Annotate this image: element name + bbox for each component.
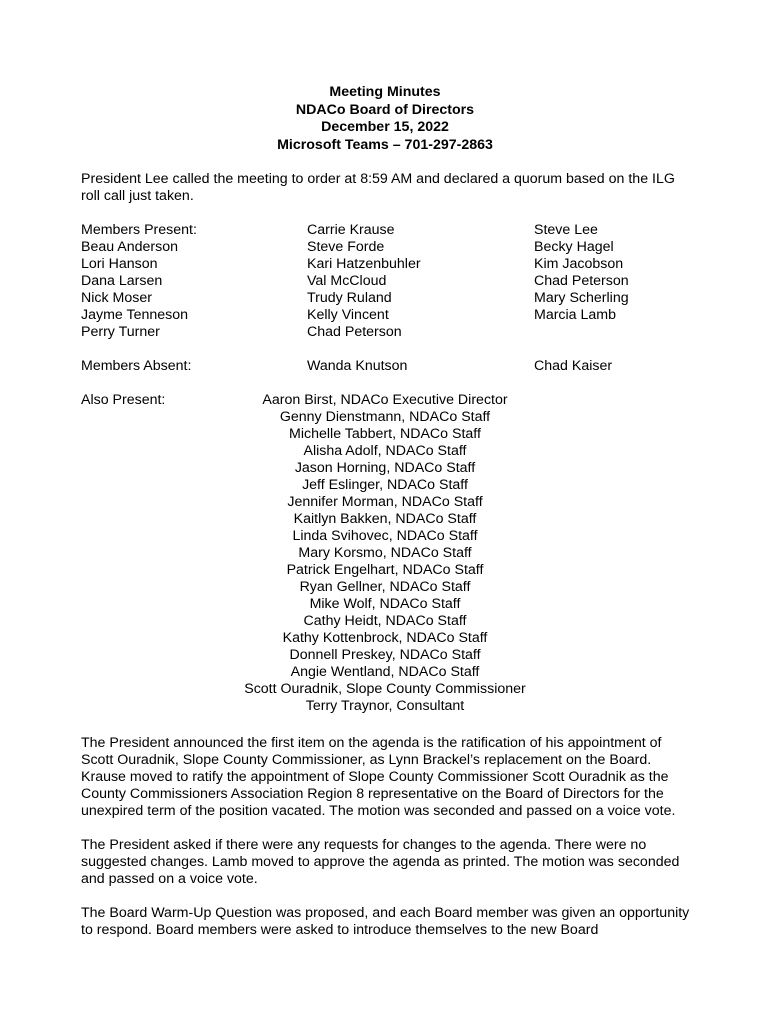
members-present-label: Members Present:	[81, 222, 197, 238]
attendee: Scott Ouradnik, Slope County Commissioner	[244, 681, 526, 697]
document-header	[0, 84, 770, 154]
member-name: Dana Larsen	[81, 273, 163, 289]
intro-paragraph: President Lee called the meeting to order at 8:59 AM and declared a quorum based on the ILG roll call just taken.	[81, 171, 675, 204]
also-present-label: Also Present:	[81, 392, 166, 408]
member-name: Becky Hagel	[534, 239, 614, 255]
attendee: Angie Wentland, NDACo Staff	[290, 664, 480, 680]
member-name: Marcia Lamb	[534, 307, 617, 323]
member-name: Kelly Vincent	[307, 307, 389, 323]
attendee: Alisha Adolf, NDACo Staff	[303, 443, 467, 459]
member-name: Steve Forde	[307, 239, 385, 255]
attendee: Patrick Engelhart, NDACo Staff	[286, 562, 484, 578]
member-name: Trudy Ruland	[307, 290, 392, 306]
attendee: Kathy Kottenbrock, NDACo Staff	[282, 630, 488, 646]
attendee: Jennifer Morman, NDACo Staff	[287, 494, 483, 510]
attendee: Jeff Eslinger, NDACo Staff	[302, 477, 468, 493]
header-date: December 15, 2022	[321, 119, 449, 135]
member-name: Lori Hanson	[81, 256, 158, 272]
header-title: Meeting Minutes	[329, 84, 441, 100]
member-name: Kim Jacobson	[534, 256, 624, 272]
also-present-list	[180, 392, 590, 715]
member-name: Beau Anderson	[81, 239, 179, 255]
member-name: Val McCloud	[307, 273, 387, 289]
attendee: Ryan Gellner, NDACo Staff	[299, 579, 471, 595]
member-name: Mary Scherling	[534, 290, 629, 306]
attendee: Michelle Tabbert, NDACo Staff	[289, 426, 481, 442]
member-name: Perry Turner	[81, 324, 160, 340]
member-name: Carrie Krause	[307, 222, 395, 238]
attendee: Mike Wolf, NDACo Staff	[309, 596, 461, 612]
attendee: Linda Svihovec, NDACo Staff	[292, 528, 478, 544]
ratification-paragraph: The President announced the first item on the agenda is the ratification of his appointment of Scott Ouradnik, Slope County Commissioner, as Lynn Brackel’s replacement on the Board. Krause moved to ratify the appointment of Slope County Commissioner Scott Ouradnik as the County Commissioners Association Region 8 representative on the Board of Directors for the unexpired term of the position vacated. The motion was seconded and passed on a voice vote.	[81, 735, 676, 819]
attendee: Jason Horning, NDACo Staff	[294, 460, 476, 476]
member-name: Steve Lee	[534, 222, 598, 238]
member-name: Chad Peterson	[307, 324, 402, 340]
attendee: Cathy Heidt, NDACo Staff	[303, 613, 467, 629]
members-present-col2	[307, 222, 421, 341]
member-absent-name: Wanda Knutson	[307, 358, 408, 374]
member-name: Jayme Tenneson	[81, 307, 189, 323]
attendee: Kaitlyn Bakken, NDACo Staff	[293, 511, 477, 527]
attendee: Aaron Birst, NDACo Executive Director	[262, 392, 508, 408]
attendee: Genny Dienstmann, NDACo Staff	[279, 409, 491, 425]
warmup-paragraph: The Board Warm-Up Question was proposed, and each Board member was given an opportunity to respond. Board members were asked to introduce themselves to the new Board	[81, 905, 690, 938]
header-organization: NDACo Board of Directors	[295, 101, 475, 118]
attendee: Mary Korsmo, NDACo Staff	[298, 545, 472, 561]
members-present-col1	[81, 222, 197, 341]
attendee: Donnell Preskey, NDACo Staff	[289, 647, 481, 663]
member-name: Nick Moser	[81, 290, 152, 306]
header-location: Microsoft Teams – 701-297-2863	[277, 136, 493, 153]
members-present-col3	[534, 222, 629, 324]
agenda-paragraph: The President asked if there were any requests for changes to the agenda. There were no suggested changes. Lamb moved to approve the agenda as printed. The motion was seconded and passed on a voice vote.	[81, 837, 680, 887]
members-absent-label: Members Absent:	[81, 358, 192, 374]
member-name: Chad Peterson	[534, 273, 629, 289]
member-name: Kari Hatzenbuhler	[307, 256, 421, 272]
member-absent-name: Chad Kaiser	[534, 358, 613, 374]
attendee: Terry Traynor, Consultant	[305, 698, 465, 714]
